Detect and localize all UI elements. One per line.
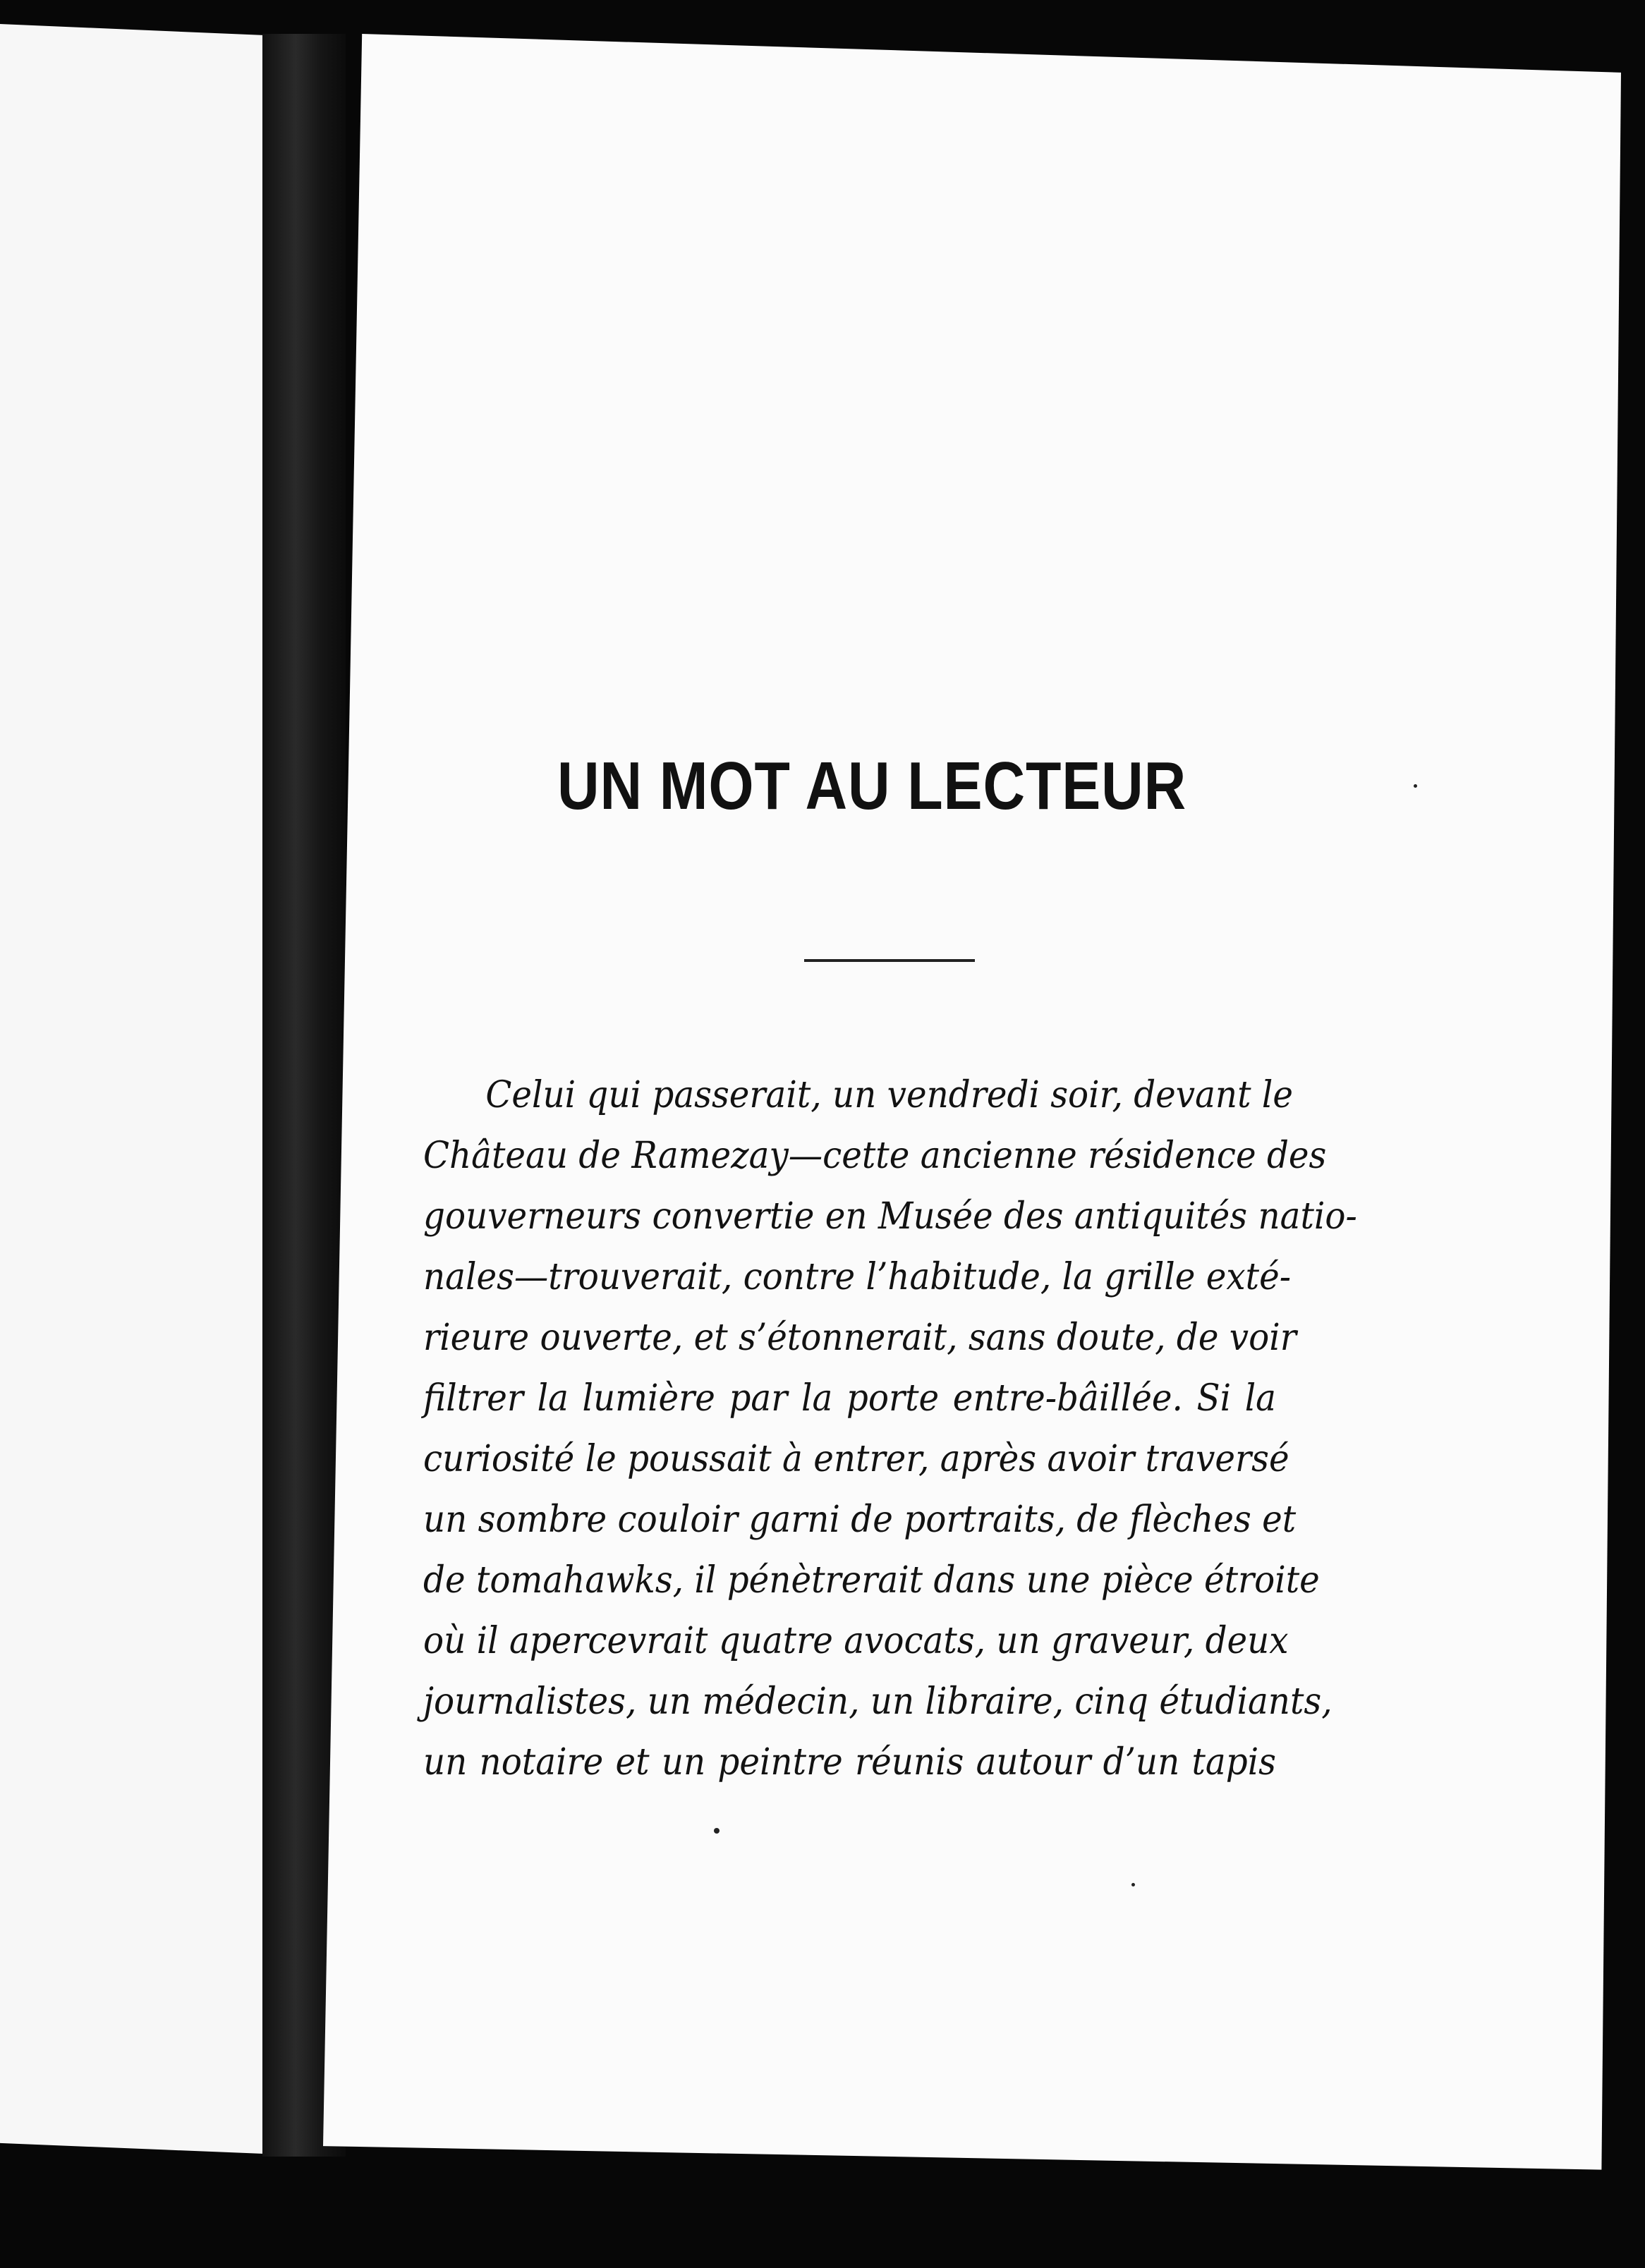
text-line: nales—trouverait, contre l’habitude, la grille exté- (423, 1256, 1292, 1298)
text-line: rieure ouverte, et s’étonnerait, sans doute, de voir (423, 1317, 1297, 1359)
text-line: Château de Ramezay—cette ancienne résidence des (423, 1135, 1327, 1177)
text-line: un notaire et un peintre réunis autour d’un tapis (423, 1741, 1276, 1784)
left-page (0, 24, 300, 2154)
text-line: Celui qui passerait, un vendredi soir, devant le (485, 1074, 1293, 1116)
ink-speck (1131, 1883, 1135, 1886)
text-line: un sombre couloir garni de portraits, de flèches et (423, 1499, 1297, 1541)
title-divider (804, 959, 975, 962)
text-line: filtrer la lumière par la porte entre-bâillée. Si la (423, 1377, 1276, 1420)
text-line: curiosité le poussait à entrer, après avoir traversé (423, 1438, 1289, 1480)
body-paragraph (423, 1065, 1357, 1793)
text-line: de tomahawks, il pénètrerait dans une pièce étroite (423, 1559, 1320, 1602)
ink-speck (1414, 784, 1417, 788)
text-line: gouverneurs convertie en Musée des antiquités natio- (423, 1195, 1357, 1238)
page-title: UN MOT AU LECTEUR (557, 748, 1187, 824)
text-line: où il apercevrait quatre avocats, un graveur, deux (423, 1620, 1289, 1662)
text-line: journalistes, un médecin, un libraire, cinq étudiants, (423, 1681, 1333, 1723)
ink-speck (714, 1828, 720, 1834)
